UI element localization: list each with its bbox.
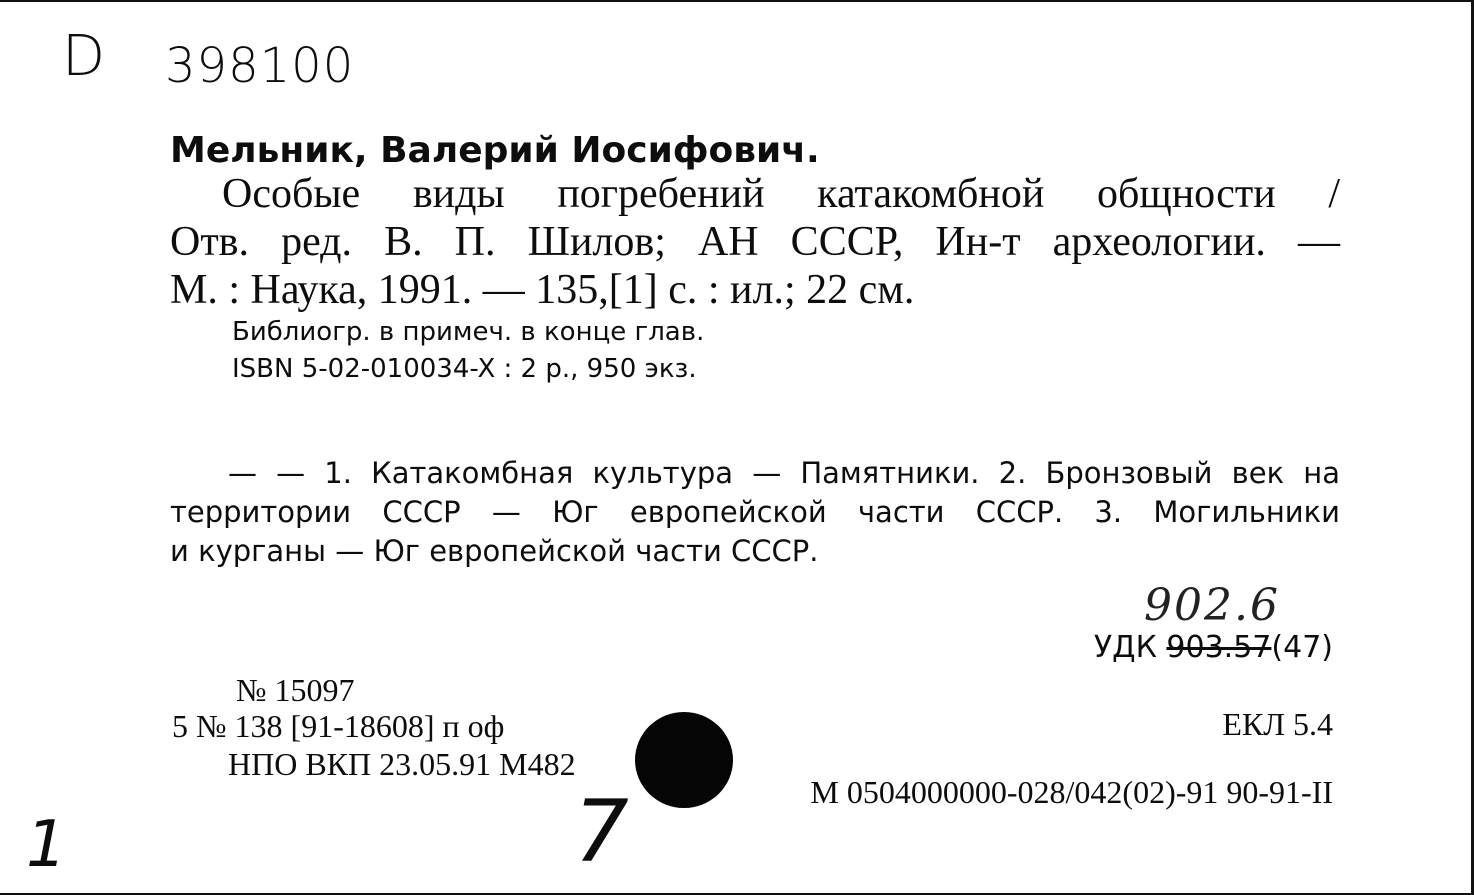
price-code: М 0504000000-028/042(02)-91 90-91-II	[810, 774, 1333, 810]
bibliography-note: Библиогр. в примеч. в конце глав.	[232, 317, 705, 347]
shelf-prefix: D	[62, 24, 106, 89]
author-heading: Мельник, Валерий Иосифович.	[170, 130, 820, 171]
subject-line: — — 1. Катакомбная культура — Памятники. 2. Бронзовый век на	[228, 456, 1340, 490]
title-description	[170, 170, 1340, 314]
udk-label: УДК	[1093, 630, 1157, 665]
ekl-code: ЕКЛ 5.4	[1222, 706, 1333, 742]
title-line: Особые виды погребений катакомбной общности /	[222, 171, 1340, 217]
title-line: М. : Наука, 1991. — 135,[1] с. : ил.; 22 см.	[170, 267, 915, 313]
shelf-number: 398100	[165, 38, 355, 94]
npo-line: НПО ВКП 23.05.91 М482	[228, 746, 576, 782]
handwritten-mark-left: 1	[26, 808, 67, 882]
isbn-note: ISBN 5-02-010034-X : 2 р., 950 экз.	[232, 354, 697, 384]
subject-headings	[170, 454, 1340, 571]
card-number: № 15097	[236, 672, 355, 708]
handwritten-mark-bottom: 7	[574, 782, 629, 882]
handwritten-classification: 902.6	[1144, 580, 1280, 631]
udk-suffix: (47)	[1271, 630, 1333, 665]
punch-hole	[635, 712, 733, 808]
print-order: 5 № 138 [91-18608] п оф	[172, 708, 505, 744]
subject-line: территории СССР — Юг европейской части СССР. 3. Могильники	[170, 495, 1340, 529]
notes-block	[232, 314, 704, 388]
udk-struck-code: 903.57	[1166, 630, 1272, 665]
title-line: Отв. ред. В. П. Шилов; АН СССР, Ин-т археологии. —	[170, 219, 1340, 265]
subject-line: и курганы — Юг европейской части СССР.	[170, 534, 819, 568]
udk-code	[1094, 630, 1333, 665]
